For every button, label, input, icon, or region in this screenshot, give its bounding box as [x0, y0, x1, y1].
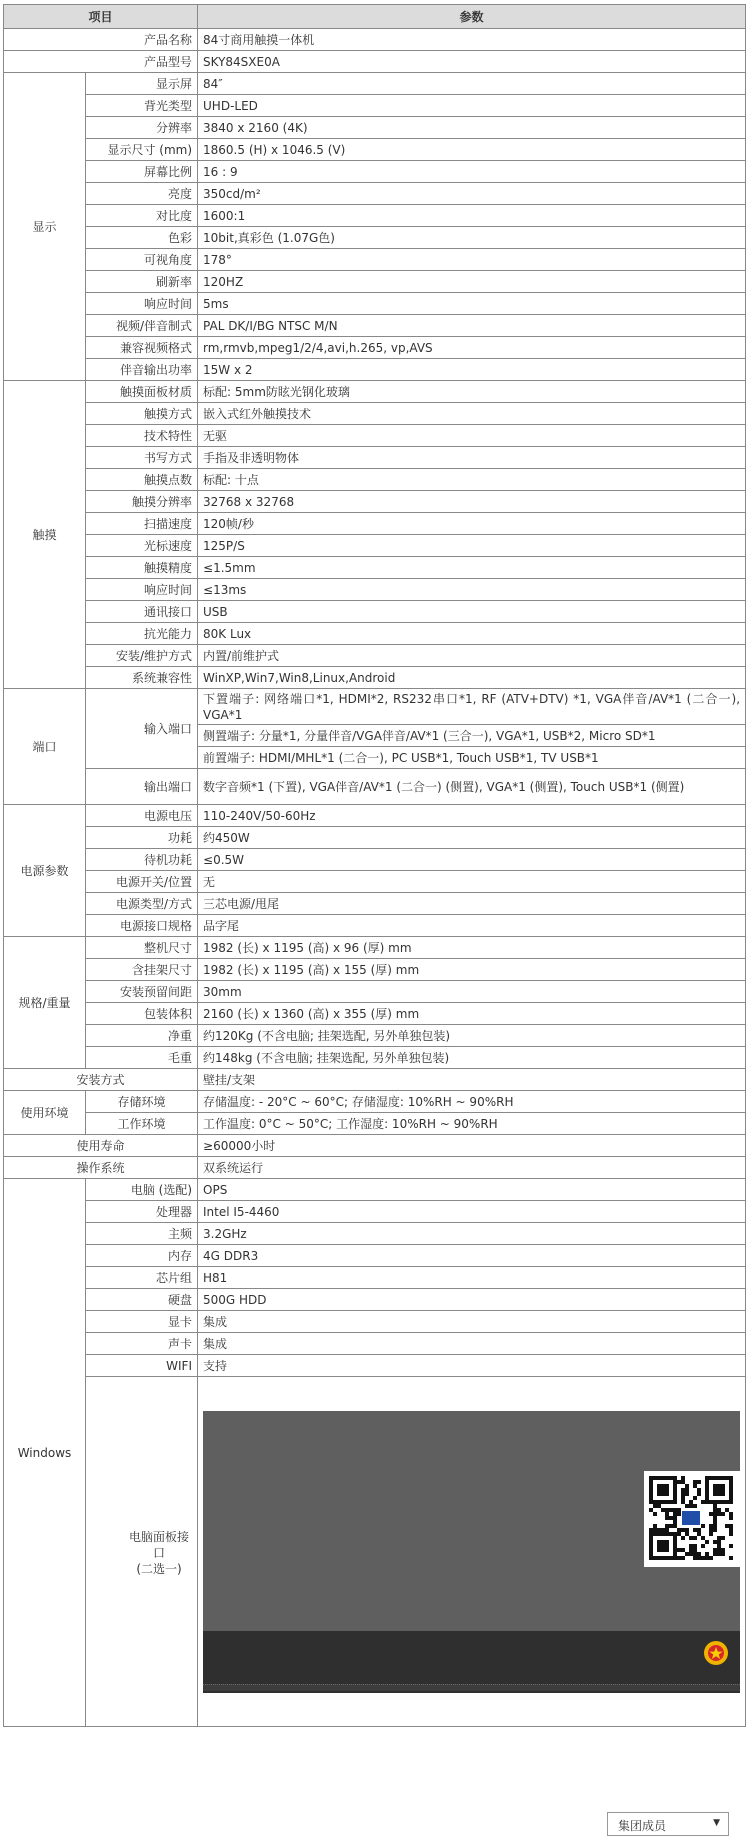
display-row-label: 对比度	[86, 205, 198, 227]
touch-row-value: 标配: 5mm防眩光钢化玻璃	[198, 381, 746, 403]
table-row	[4, 447, 746, 469]
env-row-label: 工作环境	[86, 1113, 198, 1135]
table-row	[4, 293, 746, 315]
table-row	[4, 51, 746, 73]
env-row-value: 存储温度: - 20°C ~ 60°C; 存储湿度: 10%RH ~ 90%RH	[198, 1091, 746, 1113]
windows-row-value: Intel I5-4460	[198, 1201, 746, 1223]
windows-row-label: 主频	[86, 1223, 198, 1245]
table-header-row	[4, 5, 746, 29]
ports-group-label: 端口	[4, 689, 86, 805]
touch-row-value: 嵌入式红外触摸技术	[198, 403, 746, 425]
header-param: 参数	[198, 5, 746, 29]
touch-row-label: 书写方式	[86, 447, 198, 469]
touch-row-value: 手指及非透明物体	[198, 447, 746, 469]
ports-input-line: 下置端子: 网络端口*1, HDMI*2, RS232串口*1, RF (ATV+DTV) *1, VGA伴音/AV*1 (二合一), VGA*1	[198, 689, 746, 725]
os-label: 操作系统	[4, 1157, 198, 1179]
panel-label-line: 电脑面板接口	[129, 1530, 190, 1560]
env-row-label: 存储环境	[86, 1091, 198, 1113]
touch-row-value: 120帧/秒	[198, 513, 746, 535]
table-row	[4, 139, 746, 161]
windows-row-label: 内存	[86, 1245, 198, 1267]
panel-port-strip	[203, 1684, 740, 1691]
power-row-value: 110-240V/50-60Hz	[198, 805, 746, 827]
table-row	[4, 1179, 746, 1201]
power-group-label: 电源参数	[4, 805, 86, 937]
spec-row-value: 约148kg (不含电脑; 挂架选配, 另外单独包装)	[198, 1047, 746, 1069]
spec-row-value: 30mm	[198, 981, 746, 1003]
table-row	[4, 73, 746, 95]
life-label: 使用寿命	[4, 1135, 198, 1157]
header-item: 项目	[4, 5, 198, 29]
power-row-value: ≤0.5W	[198, 849, 746, 871]
group-member-dropdown[interactable]	[607, 1812, 729, 1836]
table-row	[4, 667, 746, 689]
touch-row-label: 触摸面板材质	[86, 381, 198, 403]
table-row	[4, 1003, 746, 1025]
os-value: 双系统运行	[198, 1157, 746, 1179]
table-row	[4, 315, 746, 337]
display-row-value: 84″	[198, 73, 746, 95]
display-row-label: 色彩	[86, 227, 198, 249]
touch-row-value: 32768 x 32768	[198, 491, 746, 513]
basic-row-value: 84寸商用触摸一体机	[198, 29, 746, 51]
table-row	[4, 623, 746, 645]
table-row	[4, 469, 746, 491]
table-row	[4, 689, 746, 725]
touch-row-label: 光标速度	[86, 535, 198, 557]
touch-row-value: 80K Lux	[198, 623, 746, 645]
spec-row-value: 1982 (长) x 1195 (高) x 155 (厚) mm	[198, 959, 746, 981]
display-row-label: 背光类型	[86, 95, 198, 117]
spec-row-label: 毛重	[86, 1047, 198, 1069]
table-row	[4, 959, 746, 981]
table-row	[4, 1201, 746, 1223]
life-value: ≥60000小时	[198, 1135, 746, 1157]
touch-row-value: USB	[198, 601, 746, 623]
table-row	[4, 95, 746, 117]
table-row	[4, 871, 746, 893]
touch-row-value: 125P/S	[198, 535, 746, 557]
table-row	[4, 513, 746, 535]
display-row-value: 350cd/m²	[198, 183, 746, 205]
table-row	[4, 769, 746, 805]
touch-row-label: 扫描速度	[86, 513, 198, 535]
table-row	[4, 1069, 746, 1091]
spec-table	[3, 4, 746, 1727]
touch-row-label: 触摸方式	[86, 403, 198, 425]
display-row-value: 120HZ	[198, 271, 746, 293]
power-row-label: 电源开关/位置	[86, 871, 198, 893]
table-row	[4, 1025, 746, 1047]
panel-label-line: (二选一)	[136, 1562, 182, 1576]
windows-row-label: 声卡	[86, 1333, 198, 1355]
touch-row-label: 触摸分辨率	[86, 491, 198, 513]
table-row	[4, 271, 746, 293]
table-row	[4, 183, 746, 205]
table-row	[4, 1267, 746, 1289]
panel-image-cell	[198, 1377, 746, 1727]
basic-row-label: 产品型号	[4, 51, 198, 73]
spec-row-label: 安装预留间距	[86, 981, 198, 1003]
qr-code-icon	[644, 1471, 740, 1567]
police-badge-icon	[702, 1639, 730, 1667]
table-row	[4, 359, 746, 381]
windows-row-label: 电脑 (选配)	[86, 1179, 198, 1201]
table-row	[4, 403, 746, 425]
table-row	[4, 645, 746, 667]
power-row-label: 电源类型/方式	[86, 893, 198, 915]
dropdown-arrow-icon: ▼	[713, 1818, 720, 1828]
spec-group-label: 规格/重量	[4, 937, 86, 1069]
table-row	[4, 1157, 746, 1179]
display-row-label: 显示屏	[86, 73, 198, 95]
table-row	[4, 1113, 746, 1135]
table-row	[4, 601, 746, 623]
power-row-label: 电源接口规格	[86, 915, 198, 937]
table-row	[4, 937, 746, 959]
spec-row-label: 包装体积	[86, 1003, 198, 1025]
table-row	[4, 849, 746, 871]
power-row-value: 品字尾	[198, 915, 746, 937]
display-row-label: 亮度	[86, 183, 198, 205]
windows-row-value: 3.2GHz	[198, 1223, 746, 1245]
display-row-label: 响应时间	[86, 293, 198, 315]
table-row	[4, 381, 746, 403]
display-row-value: 3840 x 2160 (4K)	[198, 117, 746, 139]
table-row	[4, 491, 746, 513]
table-row	[4, 1377, 746, 1727]
touch-row-label: 技术特性	[86, 425, 198, 447]
table-row	[4, 805, 746, 827]
windows-row-value: 500G HDD	[198, 1289, 746, 1311]
windows-row-value: 4G DDR3	[198, 1245, 746, 1267]
table-row	[4, 1135, 746, 1157]
display-row-label: 刷新率	[86, 271, 198, 293]
display-row-value: PAL DK/I/BG NTSC M/N	[198, 315, 746, 337]
display-row-label: 伴音输出功率	[86, 359, 198, 381]
touch-row-label: 触摸点数	[86, 469, 198, 491]
table-row	[4, 827, 746, 849]
table-row	[4, 205, 746, 227]
table-row	[4, 425, 746, 447]
table-row	[4, 1355, 746, 1377]
install-label: 安装方式	[4, 1069, 198, 1091]
env-group-label: 使用环境	[4, 1091, 86, 1135]
display-row-value: 5ms	[198, 293, 746, 315]
ports-input-line: 侧置端子: 分量*1, 分量伴音/VGA伴音/AV*1 (三合一), VGA*1, USB*2, Micro SD*1	[198, 725, 746, 747]
windows-row-label: 芯片组	[86, 1267, 198, 1289]
display-row-label: 显示尺寸 (mm)	[86, 139, 198, 161]
power-row-value: 约450W	[198, 827, 746, 849]
windows-group-label: Windows	[4, 1179, 86, 1727]
table-row	[4, 1311, 746, 1333]
basic-row-value: SKY84SXE0A	[198, 51, 746, 73]
touch-row-value: WinXP,Win7,Win8,Linux,Android	[198, 667, 746, 689]
display-row-value: 1860.5 (H) x 1046.5 (V)	[198, 139, 746, 161]
table-row	[4, 557, 746, 579]
table-row	[4, 337, 746, 359]
display-row-label: 视频/伴音制式	[86, 315, 198, 337]
display-row-label: 兼容视频格式	[86, 337, 198, 359]
windows-panel-label	[86, 1377, 198, 1727]
spec-row-label: 含挂架尺寸	[86, 959, 198, 981]
dropdown-selected-label: 集团成员	[618, 1819, 667, 1833]
touch-row-label: 系统兼容性	[86, 667, 198, 689]
env-row-value: 工作温度: 0°C ~ 50°C; 工作湿度: 10%RH ~ 90%RH	[198, 1113, 746, 1135]
table-row	[4, 29, 746, 51]
touch-row-label: 触摸精度	[86, 557, 198, 579]
spec-row-label: 净重	[86, 1025, 198, 1047]
panel-photo	[203, 1411, 740, 1693]
ports-output-label: 输出端口	[86, 769, 198, 805]
power-row-label: 功耗	[86, 827, 198, 849]
windows-row-label: 显卡	[86, 1311, 198, 1333]
display-row-value: 15W x 2	[198, 359, 746, 381]
touch-row-value: ≤13ms	[198, 579, 746, 601]
power-row-label: 待机功耗	[86, 849, 198, 871]
table-row	[4, 1223, 746, 1245]
basic-row-label: 产品名称	[4, 29, 198, 51]
ports-output-value: 数字音频*1 (下置), VGA伴音/AV*1 (二合一) (侧置), VGA*1 (侧置), Touch USB*1 (侧置)	[198, 769, 746, 805]
touch-row-label: 抗光能力	[86, 623, 198, 645]
table-row	[4, 1047, 746, 1069]
touch-group-label: 触摸	[4, 381, 86, 689]
power-row-label: 电源电压	[86, 805, 198, 827]
spec-row-value: 约120Kg (不含电脑; 挂架选配, 另外单独包装)	[198, 1025, 746, 1047]
power-row-value: 三芯电源/甩尾	[198, 893, 746, 915]
display-row-value: 10bit,真彩色 (1.07G色)	[198, 227, 746, 249]
windows-row-label: 硬盘	[86, 1289, 198, 1311]
windows-row-value: 集成	[198, 1311, 746, 1333]
ports-input-label: 输入端口	[86, 689, 198, 769]
table-row	[4, 1245, 746, 1267]
display-group-label: 显示	[4, 73, 86, 381]
table-row	[4, 579, 746, 601]
table-row	[4, 227, 746, 249]
display-row-value: 1600:1	[198, 205, 746, 227]
install-value: 壁挂/支架	[198, 1069, 746, 1091]
table-row	[4, 1333, 746, 1355]
display-row-label: 分辨率	[86, 117, 198, 139]
spec-sheet	[3, 4, 745, 1727]
windows-row-value: H81	[198, 1267, 746, 1289]
windows-row-value: OPS	[198, 1179, 746, 1201]
display-row-label: 屏幕比例	[86, 161, 198, 183]
table-row	[4, 893, 746, 915]
touch-row-value: 内置/前维护式	[198, 645, 746, 667]
windows-row-value: 集成	[198, 1333, 746, 1355]
windows-row-value: 支持	[198, 1355, 746, 1377]
spec-row-value: 2160 (长) x 1360 (高) x 355 (厚) mm	[198, 1003, 746, 1025]
spec-table-body	[4, 29, 746, 1727]
qr-code-pattern	[649, 1476, 733, 1560]
touch-row-value: ≤1.5mm	[198, 557, 746, 579]
table-row	[4, 981, 746, 1003]
touch-row-value: 无驱	[198, 425, 746, 447]
windows-row-label: WIFI	[86, 1355, 198, 1377]
touch-row-label: 通讯接口	[86, 601, 198, 623]
touch-row-label: 响应时间	[86, 579, 198, 601]
display-row-value: 178°	[198, 249, 746, 271]
display-row-value: rm,rmvb,mpeg1/2/4,avi,h.265, vp,AVS	[198, 337, 746, 359]
display-row-value: UHD-LED	[198, 95, 746, 117]
table-row	[4, 535, 746, 557]
spec-row-value: 1982 (长) x 1195 (高) x 96 (厚) mm	[198, 937, 746, 959]
table-row	[4, 915, 746, 937]
table-row	[4, 117, 746, 139]
table-row	[4, 1289, 746, 1311]
display-row-label: 可视角度	[86, 249, 198, 271]
spec-row-label: 整机尺寸	[86, 937, 198, 959]
table-row	[4, 249, 746, 271]
ports-input-line: 前置端子: HDMI/MHL*1 (二合一), PC USB*1, Touch USB*1, TV USB*1	[198, 747, 746, 769]
table-row	[4, 161, 746, 183]
power-row-value: 无	[198, 871, 746, 893]
touch-row-value: 标配: 十点	[198, 469, 746, 491]
windows-row-label: 处理器	[86, 1201, 198, 1223]
touch-row-label: 安装/维护方式	[86, 645, 198, 667]
display-row-value: 16 : 9	[198, 161, 746, 183]
table-row	[4, 1091, 746, 1113]
